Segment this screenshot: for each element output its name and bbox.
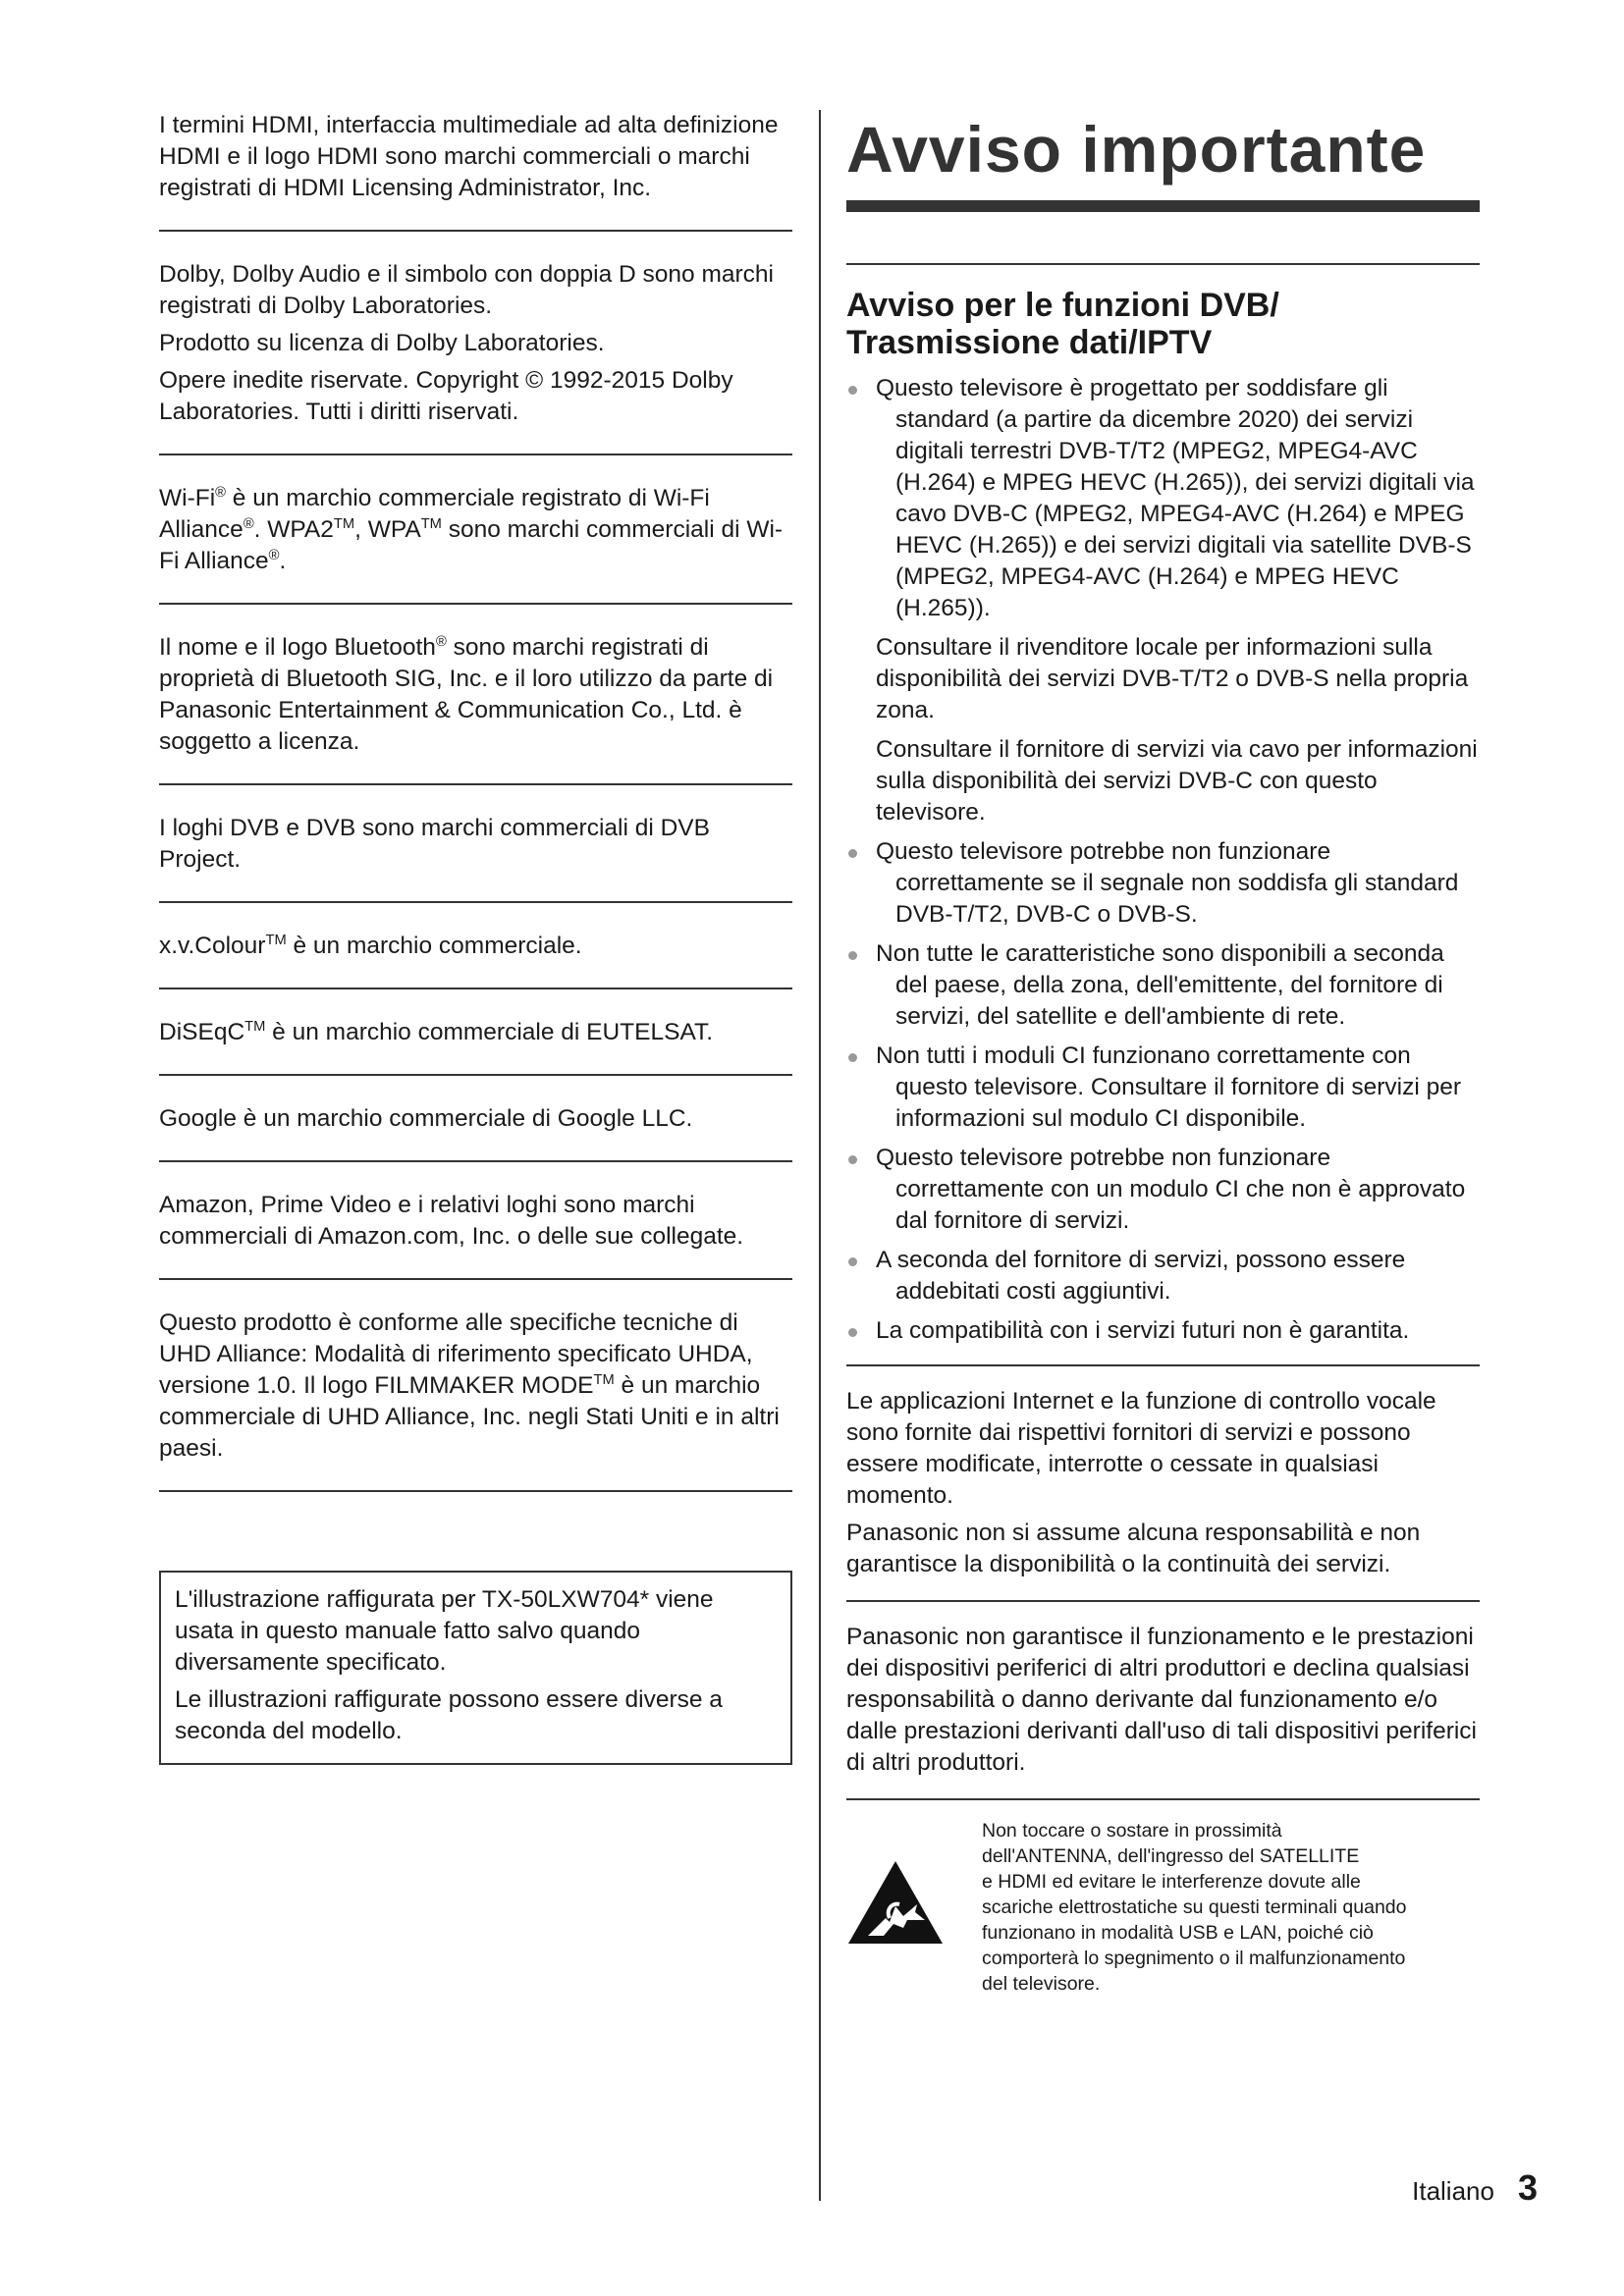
divider: [159, 1490, 792, 1492]
column-divider: [819, 110, 821, 2201]
list-item: Non tutti i moduli CI funzionano correttamente con questo televisore. Consultare il fornitore di servizi per informazioni sul modulo CI disponibile.: [846, 1041, 1480, 1135]
esd-line: Non toccare o sostare in prossimità: [982, 1820, 1282, 1842]
peripherals-text: Panasonic non garantisce il funzionamento e le prestazioni dei dispositivi periferici di altri produttori e declina qualsiasi responsabilità o danno derivante dal funzionamento e/o dalle prestazioni derivanti dall'uso di tali dispositivi periferici di altri produttori.: [846, 1624, 1477, 1776]
internet-services-notice: [846, 1386, 1480, 1580]
dolby-text-3: Opere inedite riservate. Copyright © 1992-2015 Dolby Laboratories. Tutti i diritti riservati.: [159, 367, 733, 425]
divider: [159, 1074, 792, 1076]
internet-text-1: Le applicazioni Internet e la funzione di controllo vocale sono fornite dai rispettivi fornitori di servizi e possono essere modificate, interrotte o cessate in qualsiasi momento.: [846, 1388, 1436, 1509]
peripherals-notice: [846, 1622, 1480, 1779]
esd-warning-text: [982, 1818, 1407, 1997]
dvb-notice: [159, 813, 792, 876]
list-item: La compatibilità con i servizi futuri non è garantita.: [846, 1315, 1480, 1347]
google-notice: [159, 1103, 792, 1135]
dvb-bullet-list: [846, 373, 1480, 624]
list-item: Non tutte le caratteristiche sono disponibili a seconda del paese, della zona, dell'emittente, del fornitore di servizi, del satellite e dell'ambiente di rete.: [846, 938, 1480, 1033]
bullet-icon: [848, 849, 857, 858]
dvb-bullet-list-2: [846, 836, 1480, 1347]
xvcolour-text: x.v.Colour™ è un marchio commerciale.: [159, 932, 582, 959]
diseqc-notice: [159, 1017, 792, 1048]
divider: [159, 988, 792, 989]
bullet-icon: [848, 951, 857, 960]
page-number: 3: [1517, 2167, 1538, 2208]
dolby-text-2: Prodotto su licenza di Dolby Laboratories.: [159, 330, 605, 356]
hdmi-text: I termini HDMI, interfaccia multimediale ad alta definizione HDMI e il logo HDMI sono marchi commerciali o marchi registrati di HDMI Licensing Administrator, Inc.: [159, 112, 779, 201]
hdmi-notice: [159, 110, 792, 204]
dvb-text: I loghi DVB e DVB sono marchi commerciali di DVB Project.: [159, 815, 710, 873]
esd-line: dell'ANTENNA, dell'ingresso del SATELLITE: [982, 1845, 1360, 1867]
amazon-text: Amazon, Prime Video e i relativi loghi sono marchi commerciali di Amazon.com, Inc. o delle sue collegate.: [159, 1192, 744, 1250]
dolby-notice: [159, 259, 792, 428]
list-item: Questo televisore è progettato per soddisfare gli standard (a partire da dicembre 2020) dei servizi digitali terrestri DVB-T/T2 (MPEG2, MPEG4-AVC (H.264) e MPEG HEVC (H.265)), dei servizi digitali via cavo DVB-C (MPEG2, MPEG4-AVC (H.264) e MPEG HEVC (H.265)) e dei servizi digitali via satellite DVB-S (MPEG2, MPEG4-AVC (H.264) e MPEG HEVC (H.265)).: [846, 373, 1480, 624]
divider: [846, 1364, 1480, 1366]
page-title: Avviso importante: [846, 113, 1427, 186]
bluetooth-notice: [159, 632, 792, 758]
esd-line: del televisore.: [982, 1973, 1101, 1995]
dolby-text-1: Dolby, Dolby Audio e il simbolo con doppia D sono marchi registrati di Dolby Laboratories.: [159, 261, 774, 319]
divider: [159, 454, 792, 455]
divider: [159, 230, 792, 232]
section-title: Avviso per le funzioni DVB/ Trasmissione dati/IPTV: [846, 287, 1279, 361]
wifi-text: Wi-Fi® è un marchio commerciale registrato di Wi-Fi Alliance®. WPA2™, WPA™ sono marchi commerciali di Wi-Fi Alliance®.: [159, 484, 784, 574]
divider: [846, 1798, 1480, 1800]
list-item: Questo televisore potrebbe non funzionare correttamente con un modulo CI che non è approvato dal fornitore di servizi.: [846, 1143, 1480, 1237]
illustration-note-box: [159, 1571, 792, 1765]
uhd-notice: [159, 1308, 792, 1465]
wifi-notice: [159, 483, 792, 577]
esd-line: comporterà lo spegnimento o il malfunzionamento: [982, 1948, 1406, 1969]
illustration-note-1: L'illustrazione raffigurata per TX-50LXW704* viene usata in questo manuale fatto salvo quando diversamente specificato.: [175, 1586, 714, 1676]
divider: [159, 603, 792, 605]
left-column: [159, 110, 792, 1765]
xvcolour-notice: [159, 931, 792, 962]
internet-text-2: Panasonic non si assume alcuna responsabilità e non garantisce la disponibilità o la continuità dei servizi.: [846, 1520, 1421, 1577]
divider: [159, 1278, 792, 1280]
bullet-icon: [848, 1328, 857, 1337]
bullet-icon: [848, 1053, 857, 1062]
divider: [159, 901, 792, 903]
esd-line: scariche elettrostatiche su questi terminali quando: [982, 1896, 1407, 1918]
amazon-notice: [159, 1190, 792, 1253]
footer-language: Italiano: [1412, 2176, 1494, 2206]
esd-warning: [846, 1818, 1480, 1997]
cable-info-text: Consultare il fornitore di servizi via cavo per informazioni sulla disponibilità dei servizi DVB-C con questo televisore.: [876, 736, 1478, 826]
bullet-icon: [848, 386, 857, 395]
title-underline: [846, 200, 1480, 212]
bullet-icon: [848, 1257, 857, 1266]
divider: [159, 783, 792, 785]
list-item: Questo televisore potrebbe non funzionare correttamente se il segnale non soddisfa gli standard DVB-T/T2, DVB-C o DVB-S.: [846, 836, 1480, 931]
bluetooth-text: Il nome e il logo Bluetooth® sono marchi registrati di proprietà di Bluetooth SIG, Inc. e il loro utilizzo da parte di Panasonic Entertainment & Communication Co., Ltd. è soggetto a licenza.: [159, 633, 774, 755]
illustration-note-2: Le illustrazioni raffigurate possono essere diverse a seconda del modello.: [175, 1686, 723, 1744]
esd-warning-icon: [846, 1818, 982, 1997]
bullet-icon: [848, 1155, 857, 1164]
right-column: [846, 110, 1480, 1997]
dealer-info-text: Consultare il rivenditore locale per informazioni sulla disponibilità dei servizi DVB-T/T2 o DVB-S nella propria zona.: [876, 634, 1469, 723]
diseqc-text: DiSEqC™ è un marchio commerciale di EUTELSAT.: [159, 1018, 714, 1045]
divider: [159, 1160, 792, 1162]
divider: [846, 263, 1480, 265]
divider: [846, 1600, 1480, 1602]
page-footer: [1412, 2167, 1538, 2209]
uhd-text: Questo prodotto è conforme alle specifiche tecniche di UHD Alliance: Modalità di riferimento specificato UHDA, versione 1.0. Il logo FILMMAKER MODE™ è un marchio commerciale di UHD Alliance, Inc. negli Stati Uniti e in altri paesi.: [159, 1309, 780, 1462]
list-item: A seconda del fornitore di servizi, possono essere addebitati costi aggiuntivi.: [846, 1245, 1480, 1308]
esd-line: funzionano in modalità USB e LAN, poiché ciò: [982, 1922, 1374, 1944]
google-text: Google è un marchio commerciale di Google LLC.: [159, 1105, 693, 1132]
esd-line: e HDMI ed evitare le interferenze dovute alle: [982, 1871, 1361, 1893]
